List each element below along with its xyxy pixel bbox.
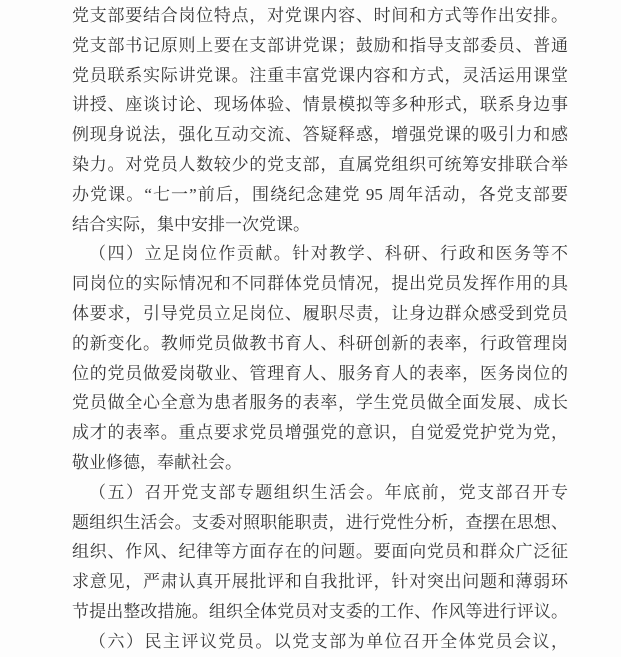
section-heading-line-6: （六）民主评议党员。以党支部为单位召开全体党员会议， xyxy=(89,631,568,651)
section-heading-line-4: （四）立足岗位作贡献。针对教学、科研、行政和医务等不 xyxy=(89,244,568,264)
text-line: 办党课。“七一”前后，围绕纪念建党 95 周年活动，各党支部要 xyxy=(72,184,568,204)
text-line: 位的党员做爱岗敬业、管理育人、服务育人的表率，医务岗位的 xyxy=(72,363,568,383)
text-line: 讲授、座谈讨论、现场体验、情景模拟等多种形式，联系身边事 xyxy=(72,95,568,115)
text-line: 成才的表率。重点要求党员增强党的意识，自觉爱党护党为党， xyxy=(72,423,568,443)
text-line: 求意见，严肃认真开展批评和自我批评，针对突出问题和薄弱环 xyxy=(72,572,568,592)
text-line: 组织、作风、纪律等方面存在的问题。要面向党员和群众广泛征 xyxy=(72,542,568,562)
text-line: 结合实际，集中安排一次党课。 xyxy=(72,214,310,234)
text-line: 题组织生活会。支委对照职能职责，进行党性分析，查摆在思想、 xyxy=(72,512,568,532)
text-line: 党员联系实际讲党课。注重丰富党课内容和方式，灵活运用课堂 xyxy=(72,65,568,85)
text-line: 党支部要结合岗位特点，对党课内容、时间和方式等作出安排。 xyxy=(72,6,568,25)
text-line: 例现身说法，强化互动交流、答疑释惑，增强党课的吸引力和感 xyxy=(72,125,568,145)
text-line: 的新变化。教师党员做教书育人、科研创新的表率，行政管理岗 xyxy=(72,333,568,353)
text-line: 同岗位的实际情况和不同群体党员情况，提出党员发挥作用的具 xyxy=(72,274,568,294)
text-line: 党支部书记原则上要在支部讲党课；鼓励和指导支部委员、普通 xyxy=(72,35,568,55)
text-line: 节提出整改措施。组织全体党员对支委的工作、作风等进行评议。 xyxy=(72,601,568,621)
text-line: 体要求，引导党员立足岗位、履职尽责，让身边群众感受到党员 xyxy=(72,303,568,323)
text-line: 敬业修德，奉献社会。 xyxy=(72,452,242,472)
section-heading-line-5: （五）召开党支部专题组织生活会。年底前，党支部召开专 xyxy=(89,482,568,502)
text-line: 染力。对党员人数较少的党支部，直属党组织可统筹安排联合举 xyxy=(72,154,568,174)
text-line: 党员做全心全意为患者服务的表率，学生党员做全面发展、成长 xyxy=(72,393,568,413)
